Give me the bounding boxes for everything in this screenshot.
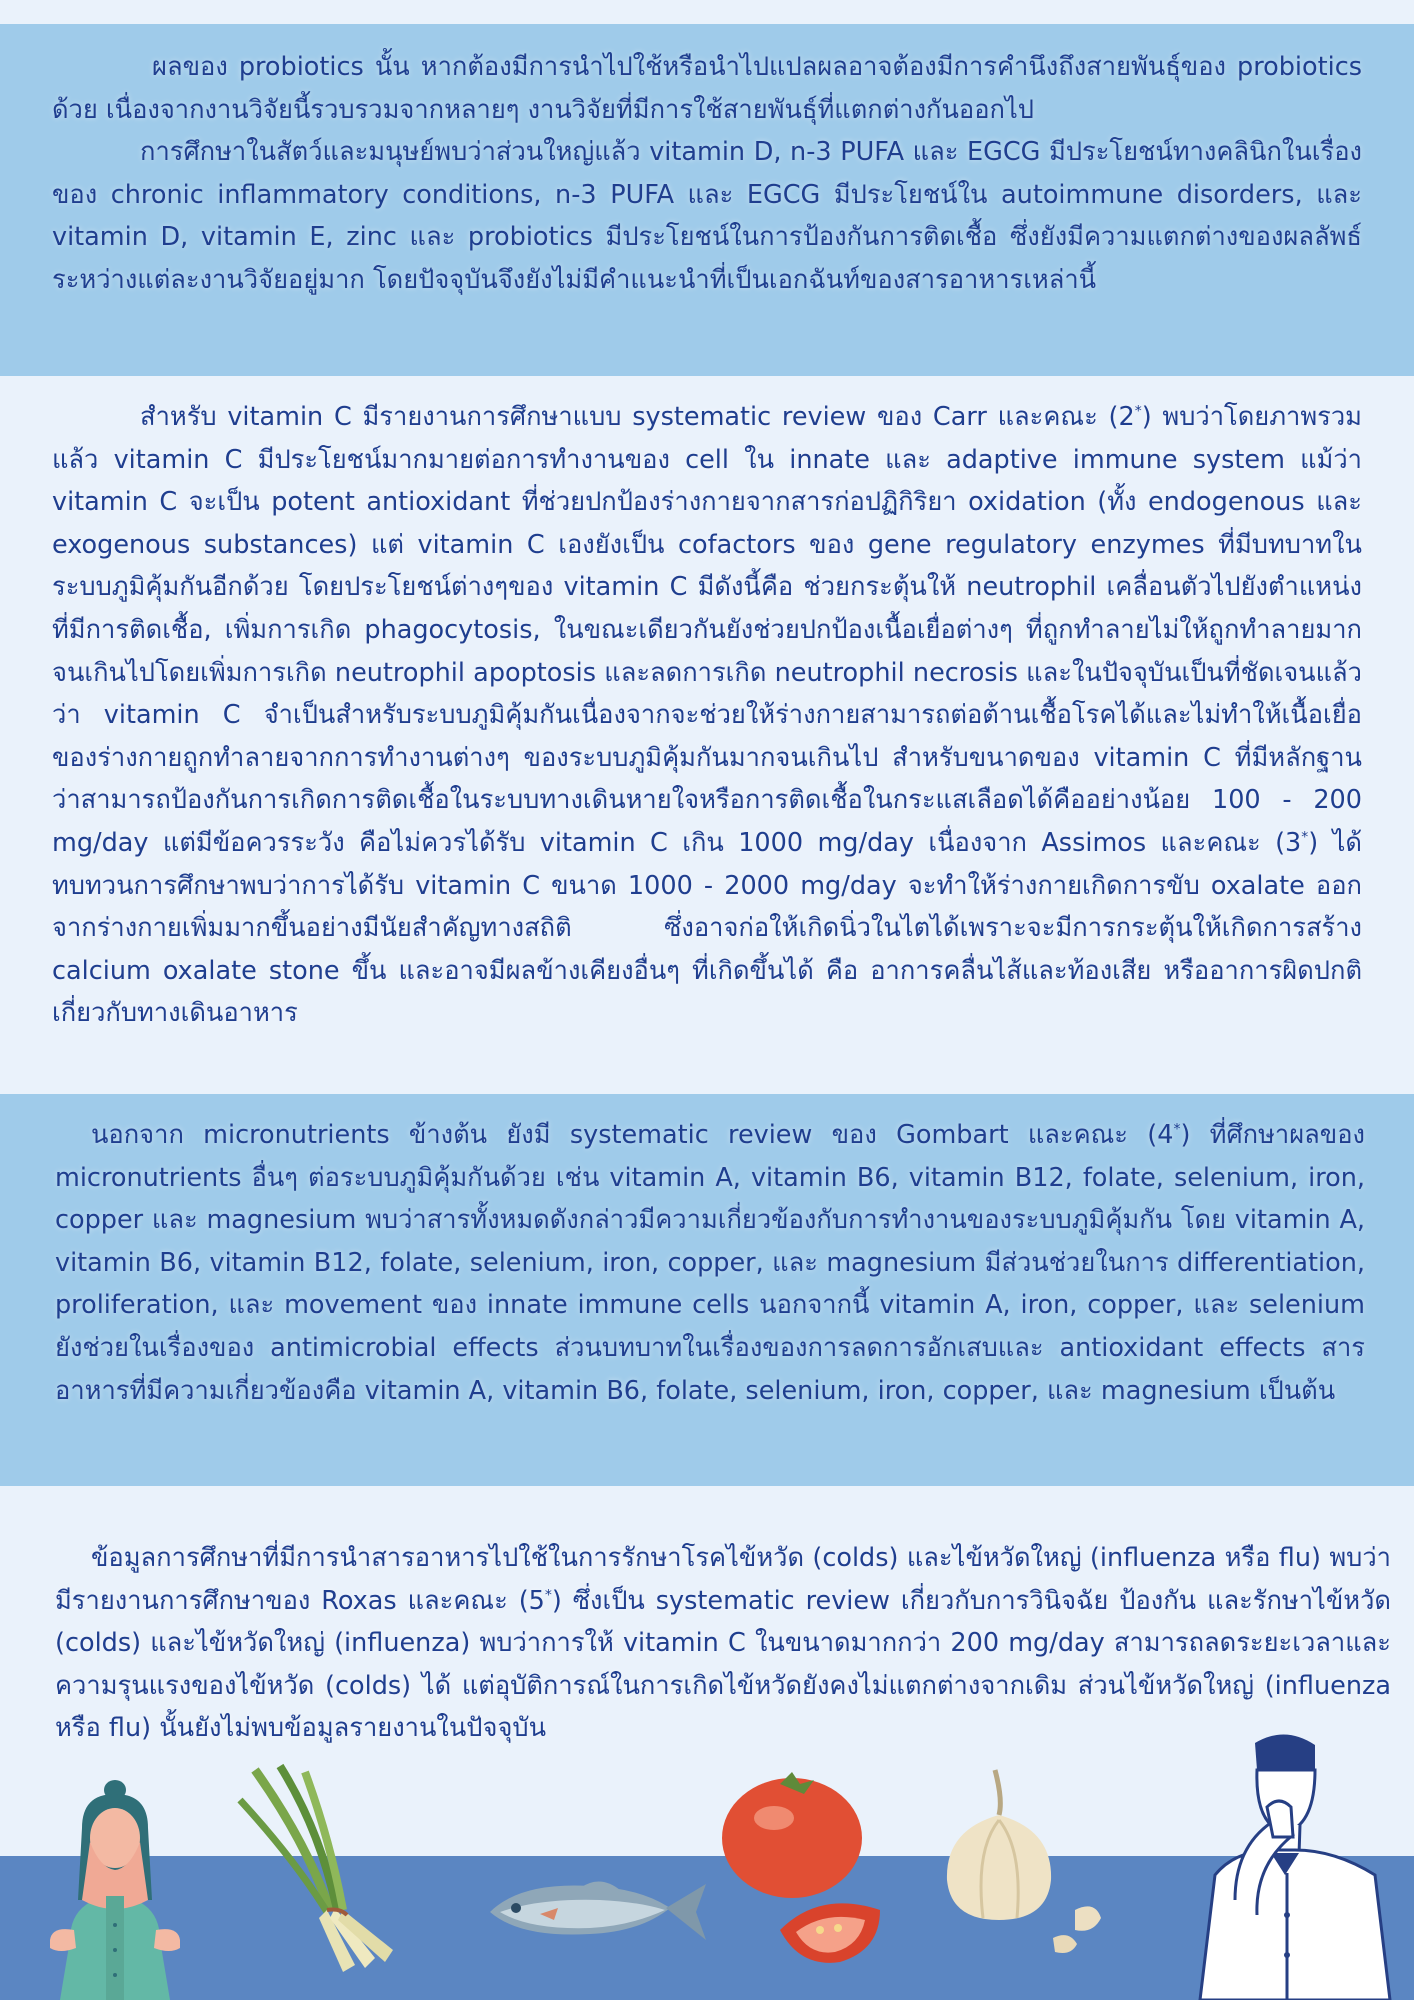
garlic-illustration — [925, 1760, 1115, 1960]
reference-marker: * — [1173, 1121, 1181, 1138]
section-probiotics — [52, 46, 1362, 302]
reference-marker: * — [1301, 829, 1309, 846]
tomato-illustration — [710, 1770, 895, 1970]
man-coughing-illustration — [1175, 1725, 1414, 2000]
paragraph-probiotics-strain: ผลของ probiotics นั้น หากต้องมีการนำไปใช้หรือนำไปแปลผลอาจต้องมีการคำนึงถึงสายพันธุ์ของ probiotics ด้วย เนื่องจากงานวิจัยนี้รวบรวมจากหลายๆ งานวิจัยที่มีการใช้สายพันธุ์ที่แตกต่างกันออกไป — [52, 52, 1362, 125]
paragraph-vitamin-c-text-1: สำหรับ vitamin C มีรายงานการศึกษาแบบ systematic review ของ Carr และคณะ (2 — [140, 402, 1135, 432]
lemongrass-illustration — [235, 1760, 410, 1975]
paragraph-animal-human-studies: การศึกษาในสัตว์และมนุษย์พบว่าส่วนใหญ่แล้ว vitamin D, n-3 PUFA และ EGCG มีประโยชน์ทางคลินิกในเรื่องของ chronic inflammatory conditions, n-3 PUFA และ EGCG มีประโยชน์ใน autoimmune disorders, และ vitamin D, vitamin E, zinc และ probiotics มีประโยชน์ในการป้องกันการติดเชื้อ ซึ่งยังมีความแตกต่างของผลลัพธ์ระหว่างแต่ละงานวิจัยอยู่มาก โดยปัจจุบันจึงยังไม่มีคำแนะนำที่เป็นเอกฉันท์ของสารอาหารเหล่านี้ — [52, 137, 1362, 295]
paragraph-vitamin-c-text-3: ) ได้ทบทวนการศึกษาพบว่าการได้รับ vitamin C ขนาด 1000 - 2000 mg/day จะทำให้ร่างกายเกิดการขับ oxalate ออกจากร่างกายเพิ่มมากขึ้นอย่างมีนัยสำคัญทางสถิติ ซึ่งอาจก่อให้เกิดนิ่วในไตได้เพราะจะมีการกระตุ้นให้เกิดการสร้าง calcium oxalate stone ขึ้น และอาจมีผลข้างเคียงอื่นๆ ที่เกิดขึ้นได้ คือ อาการคลื่นไส้และท้องเสีย หรืออาการผิดปกติเกี่ยวกับทางเดินอาหาร — [52, 827, 1362, 1029]
paragraph-colds-influenza — [55, 1537, 1391, 1750]
paragraph-vitamin-c — [52, 396, 1362, 1035]
paragraph-micronutrients-text-1: นอกจาก micronutrients ข้างต้น ยังมี systematic review ของ Gombart และคณะ (4 — [91, 1120, 1174, 1150]
paragraph-micronutrients — [55, 1114, 1365, 1412]
fish-illustration — [480, 1870, 710, 1950]
paragraph-vitamin-c-text-2: ) พบว่าโดยภาพรวมแล้ว vitamin C มีประโยชน์มากมายต่อการทำงานของ cell ใน innate และ adaptive immune system แม้ว่า vitamin C จะเป็น potent antioxidant ที่ช่วยปกป้องร่างกายจากสารก่อปฏิกิริยา oxidation (ทั้ง endogenous และ exogenous substances) แต่ vitamin C เองยังเป็น cofactors ของ gene regulatory enzymes ที่มีบทบาทในระบบภูมิคุ้มกันอีกด้วย โดยประโยชน์ต่างๆของ vitamin C มีดังนี้คือ ช่วยกระตุ้นให้ neutrophil เคลื่อนตัวไปยังตำแหน่งที่มีการติดเชื้อ, เพิ่มการเกิด phagocytosis, ในขณะเดียวกันยังช่วยปกป้องเนื้อเยื่อต่างๆ ที่ถูกทำลายไม่ให้ถูกทำลายมากจนเกินไปโดยเพิ่มการเกิด neutrophil apoptosis และลดการเกิด neutrophil necrosis และในปัจจุบันเป็นที่ชัดเจนแล้วว่า vitamin C จำเป็นสำหรับระบบภูมิคุ้มกันเนื่องจากจะช่วยให้ร่างกายสามารถต่อต้านเชื้อโรคได้และไม่ทำให้เนื้อเยื่อของร่างกายถูกทำลายจากการทำงานต่างๆ ของระบบภูมิคุ้มกันมากจนเกินไป สำหรับขนาดของ vitamin C ที่มีหลักฐานว่าสามารถป้องกันการเกิดการติดเชื้อในระบบทางเดินหายใจหรือการติดเชื้อในกระแสเลือดได้คืออย่างน้อย 100 - 200 mg/day แต่มีข้อควรระวัง คือไม่ควรได้รับ vitamin C เกิน 1000 mg/day เนื่องจาก Assimos และคณะ (3 — [52, 402, 1362, 858]
reference-marker: * — [544, 1587, 552, 1604]
paragraph-micronutrients-text-2: ) ที่ศึกษาผลของ micronutrients อื่นๆ ต่อระบบภูมิคุ้มกันด้วย เช่น vitamin A, vitamin B6, vitamin B12, folate, selenium, iron, copper และ magnesium พบว่าสารทั้งหมดดังกล่าวมีความเกี่ยวข้องกับการทำงานของระบบภูมิคุ้มกัน โดย vitamin A, vitamin B6, vitamin B12, folate, selenium, iron, copper, และ magnesium มีส่วนช่วยในการ differentiation, proliferation, และ movement ของ innate immune cells นอกจากนี้ vitamin A, iron, copper, และ selenium ยังช่วยในเรื่องของ antimicrobial effects ส่วนบทบาทในเรื่องของการลดการอักเสบและ antioxidant effects สารอาหารที่มีความเกี่ยวข้องคือ vitamin A, vitamin B6, folate, selenium, iron, copper, และ magnesium เป็นต้น — [55, 1120, 1365, 1406]
sneezing-woman-illustration — [30, 1750, 200, 2000]
reference-marker: * — [1134, 403, 1142, 420]
paragraph-colds-text-1: ข้อมูลการศึกษาที่มีการนำสารอาหารไปใช้ในการรักษาโรคไข้หวัด (colds) และไข้หวัดใหญ่ (influenza หรือ flu) พบว่ามีรายงานการศึกษาของ Roxas และคณะ (5 — [55, 1543, 1391, 1616]
paragraph-colds-text-2: ) ซึ่งเป็น systematic review เกี่ยวกับการวินิจฉัย ป้องกัน และรักษาไข้หวัด (colds) และไข้หวัดใหญ่ (influenza) พบว่าการให้ vitamin C ในขนาดมากกว่า 200 mg/day สามารถลดระยะเวลาและความรุนแรงของไข้หวัด (colds) ได้ แต่อุบัติการณ์ในการเกิดไข้หวัดยังคงไม่แตกต่างจากเดิม ส่วนไข้หวัดใหญ่ (influenza หรือ flu) นั้นยังไม่พบข้อมูลรายงานในปัจจุบัน — [55, 1585, 1391, 1744]
